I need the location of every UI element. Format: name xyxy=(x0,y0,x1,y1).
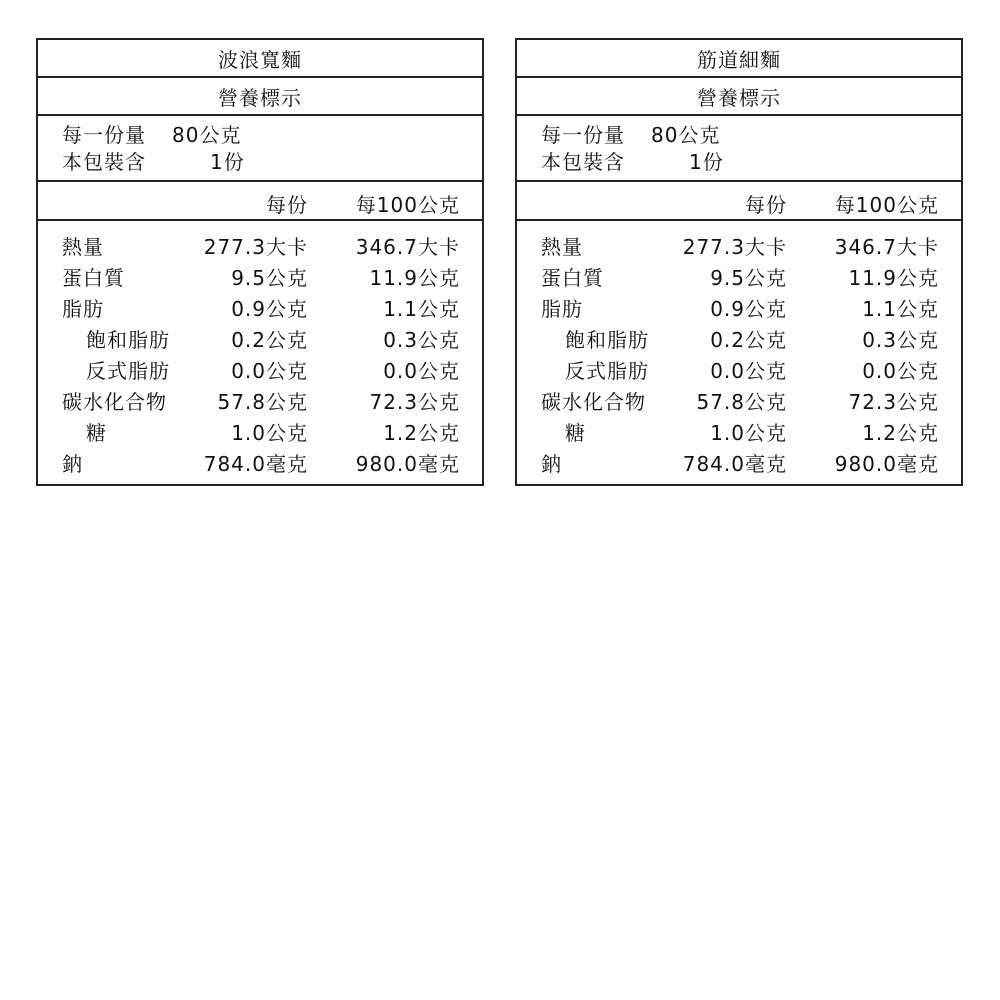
per-100g-value: 72.3公克 xyxy=(848,390,939,414)
nutrient-name: 碳水化合物 xyxy=(62,390,167,414)
per-100g-value: 11.9公克 xyxy=(369,266,460,290)
product-name: 波浪寬麵 xyxy=(38,40,482,78)
serving-size-label: 每一份量 xyxy=(541,123,625,147)
per-100g-value: 980.0毫克 xyxy=(355,452,460,476)
table-row xyxy=(38,260,482,291)
per-100g-value: 0.3公克 xyxy=(383,328,460,352)
nutrient-rows xyxy=(517,221,961,477)
table-row xyxy=(38,384,482,415)
per-serving-value: 0.9公克 xyxy=(231,297,308,321)
nutrient-name: 蛋白質 xyxy=(541,266,604,290)
per-serving-value: 57.8公克 xyxy=(696,390,787,414)
nutrient-name: 飽和脂肪 xyxy=(86,328,170,352)
per-100g-value: 1.1公克 xyxy=(383,297,460,321)
table-row xyxy=(517,260,961,291)
table-row xyxy=(517,291,961,322)
per-100g-value: 980.0毫克 xyxy=(834,452,939,476)
nutrient-name: 蛋白質 xyxy=(62,266,125,290)
per-100g-value: 1.2公克 xyxy=(862,421,939,445)
per-serving-value: 1.0公克 xyxy=(231,421,308,445)
servings-label: 本包裝含 xyxy=(541,150,625,174)
product-name: 筋道細麵 xyxy=(517,40,961,78)
per-serving-value: 277.3大卡 xyxy=(203,235,308,259)
servings-label: 本包裝含 xyxy=(62,150,146,174)
nutrient-rows xyxy=(38,221,482,477)
per-serving-value: 784.0毫克 xyxy=(682,452,787,476)
per-100g-value: 0.3公克 xyxy=(862,328,939,352)
per-serving-value: 57.8公克 xyxy=(217,390,308,414)
column-headers xyxy=(517,182,961,221)
per-serving-value: 0.0公克 xyxy=(710,359,787,383)
col-per-serving: 每份 xyxy=(266,193,308,217)
per-100g-value: 0.0公克 xyxy=(862,359,939,383)
per-serving-value: 9.5公克 xyxy=(710,266,787,290)
serving-info xyxy=(517,116,961,182)
table-row xyxy=(38,229,482,260)
per-serving-value: 9.5公克 xyxy=(231,266,308,290)
servings-value: 1份 xyxy=(689,150,724,174)
nutrient-name: 糖 xyxy=(565,421,586,445)
label-title: 營養標示 xyxy=(38,78,482,116)
table-row xyxy=(38,446,482,477)
per-100g-value: 1.2公克 xyxy=(383,421,460,445)
nutrient-name: 反式脂肪 xyxy=(86,359,170,383)
serving-size-value: 80公克 xyxy=(651,123,721,147)
table-row xyxy=(517,322,961,353)
nutrition-label-wavy-wide-noodle xyxy=(36,38,484,486)
nutrient-name: 熱量 xyxy=(541,235,583,259)
nutrient-name: 脂肪 xyxy=(62,297,104,321)
nutrient-name: 熱量 xyxy=(62,235,104,259)
per-serving-value: 0.0公克 xyxy=(231,359,308,383)
per-serving-value: 784.0毫克 xyxy=(203,452,308,476)
nutrient-name: 鈉 xyxy=(541,452,562,476)
table-row xyxy=(517,446,961,477)
nutrient-name: 飽和脂肪 xyxy=(565,328,649,352)
table-row xyxy=(517,415,961,446)
col-per-serving: 每份 xyxy=(745,193,787,217)
per-serving-value: 0.9公克 xyxy=(710,297,787,321)
serving-info xyxy=(38,116,482,182)
nutrient-name: 反式脂肪 xyxy=(565,359,649,383)
per-serving-value: 1.0公克 xyxy=(710,421,787,445)
table-row xyxy=(517,353,961,384)
table-row xyxy=(517,384,961,415)
col-per-100g: 每100公克 xyxy=(834,193,939,217)
per-100g-value: 1.1公克 xyxy=(862,297,939,321)
table-row xyxy=(38,322,482,353)
nutrient-name: 脂肪 xyxy=(541,297,583,321)
per-100g-value: 72.3公克 xyxy=(369,390,460,414)
nutrient-name: 碳水化合物 xyxy=(541,390,646,414)
per-100g-value: 11.9公克 xyxy=(848,266,939,290)
col-per-100g: 每100公克 xyxy=(355,193,460,217)
label-title: 營養標示 xyxy=(517,78,961,116)
per-serving-value: 0.2公克 xyxy=(231,328,308,352)
per-100g-value: 0.0公克 xyxy=(383,359,460,383)
serving-size-label: 每一份量 xyxy=(62,123,146,147)
per-serving-value: 0.2公克 xyxy=(710,328,787,352)
table-row xyxy=(38,353,482,384)
nutrition-label-chewy-thin-noodle xyxy=(515,38,963,486)
nutrient-name: 鈉 xyxy=(62,452,83,476)
per-100g-value: 346.7大卡 xyxy=(355,235,460,259)
table-row xyxy=(38,415,482,446)
serving-size-value: 80公克 xyxy=(172,123,242,147)
nutrient-name: 糖 xyxy=(86,421,107,445)
table-row xyxy=(517,229,961,260)
per-100g-value: 346.7大卡 xyxy=(834,235,939,259)
table-row xyxy=(38,291,482,322)
per-serving-value: 277.3大卡 xyxy=(682,235,787,259)
servings-value: 1份 xyxy=(210,150,245,174)
column-headers xyxy=(38,182,482,221)
